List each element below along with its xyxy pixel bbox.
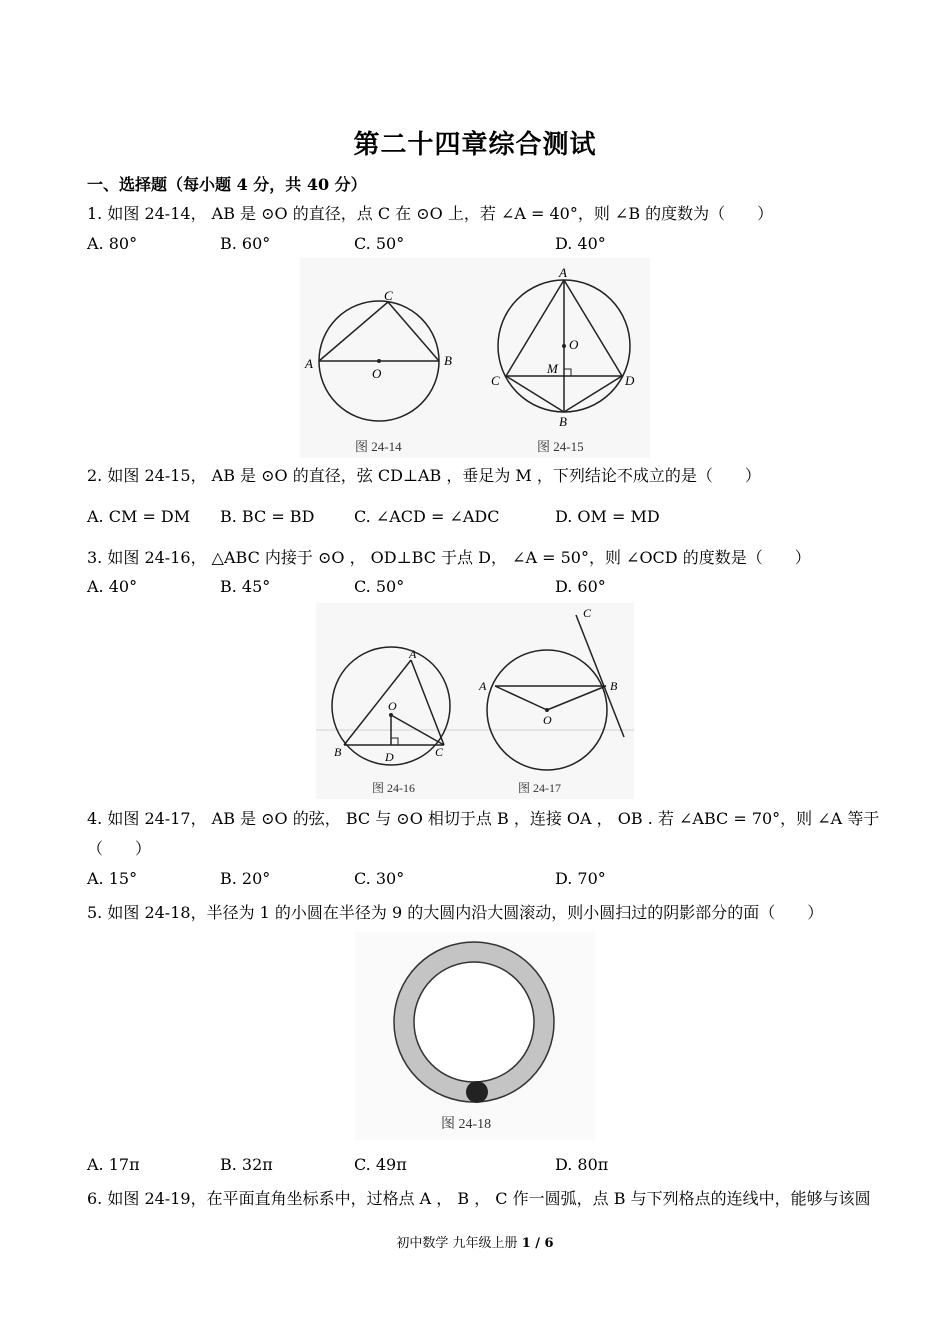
q5-option-a: A. 17π	[87, 1155, 140, 1174]
q5-option-d: D. 80π	[555, 1155, 609, 1174]
label-c-16: C	[435, 745, 444, 759]
q3-option-c: C. 50°	[354, 577, 405, 596]
q3-option-d: D. 60°	[555, 577, 606, 596]
caption-24-17: 图 24-17	[518, 781, 561, 795]
label-o-16: O	[388, 699, 397, 713]
label-d-16: D	[385, 750, 394, 764]
label-m-right: M	[547, 361, 558, 376]
question-4: 4. 如图 24-17， AB 是 ⊙O 的弦， BC 与 ⊙O 相切于点 B ，连接 OA ， OB . 若 ∠ABC = 70°，则 ∠A 等于	[87, 809, 880, 828]
q2-option-a: A. CM = DM	[87, 507, 191, 526]
caption-24-16: 图 24-16	[372, 781, 415, 795]
q1-option-b: B. 60°	[220, 234, 271, 253]
q2-option-b: B. BC = BD	[220, 507, 315, 526]
q1-option-a: A. 80°	[87, 234, 138, 253]
label-a-right: A	[559, 265, 567, 280]
q4-option-a: A. 15°	[87, 869, 138, 888]
label-b-right: B	[559, 414, 567, 429]
label-b-left: B	[444, 353, 452, 368]
q4-option-c: C. 30°	[354, 869, 405, 888]
q5-option-b: B. 32π	[220, 1155, 273, 1174]
section-heading: 一、选择题（每小题 4 分，共 40 分）	[87, 175, 367, 194]
figure-24-14-15	[300, 258, 650, 458]
question-4-bracket: （ ）	[87, 839, 152, 858]
q3-option-b: B. 45°	[220, 577, 271, 596]
page-title: 第二十四章综合测试	[353, 130, 597, 160]
label-o-right: O	[569, 337, 579, 352]
label-d-right: D	[625, 373, 635, 388]
label-c-right: C	[491, 373, 500, 388]
page-footer	[0, 1232, 950, 1251]
footer-page-number: 1 / 6	[521, 1236, 554, 1251]
label-b-17: B	[610, 679, 618, 693]
caption-24-18: 图 24-18	[441, 1117, 492, 1132]
question-1: 1. 如图 24-14， AB 是 ⊙O 的直径，点 C 在 ⊙O 上，若 ∠A = 40°，则 ∠B 的度数为（ ）	[87, 204, 774, 223]
label-a-left: A	[305, 356, 313, 371]
q3-option-a: A. 40°	[87, 577, 138, 596]
question-5: 5. 如图 24-18，半径为 1 的小圆在半径为 9 的大圆内沿大圆滚动，则小圆扫过的阴影部分的面（ ）	[87, 903, 824, 922]
caption-24-14: 图 24-14	[355, 439, 402, 454]
label-a-17: A	[479, 679, 487, 693]
q2-option-c: C. ∠ACD = ∠ADC	[354, 507, 500, 526]
q1-option-d: D. 40°	[555, 234, 606, 253]
label-c-17: C	[583, 606, 592, 620]
question-2: 2. 如图 24-15， AB 是 ⊙O 的直径，弦 CD⊥AB ，垂足为 M ，下列结论不成立的是（ ）	[87, 466, 761, 485]
label-o-17: O	[543, 713, 552, 727]
q5-option-c: C. 49π	[354, 1155, 407, 1174]
footer-course: 初中数学 九年级上册	[396, 1236, 518, 1251]
figure-24-16-17	[316, 603, 634, 799]
question-3: 3. 如图 24-16， △ABC 内接于 ⊙O ， OD⊥BC 于点 D， ∠A = 50°，则 ∠OCD 的度数是（ ）	[87, 548, 811, 567]
figure-24-18	[355, 932, 595, 1140]
q2-option-d: D. OM = MD	[555, 507, 660, 526]
q4-option-d: D. 70°	[555, 869, 606, 888]
label-c-left: C	[384, 288, 393, 303]
q1-option-c: C. 50°	[354, 234, 405, 253]
question-6: 6. 如图 24-19，在平面直角坐标系中，过格点 A ， B ， C 作一圆弧，点 B 与下列格点的连线中，能够与该圆	[87, 1189, 871, 1208]
label-o-left: O	[372, 366, 382, 381]
q4-option-b: B. 20°	[220, 869, 271, 888]
label-b-16: B	[334, 745, 342, 759]
label-a-16: A	[409, 647, 417, 661]
caption-24-15: 图 24-15	[537, 439, 584, 454]
